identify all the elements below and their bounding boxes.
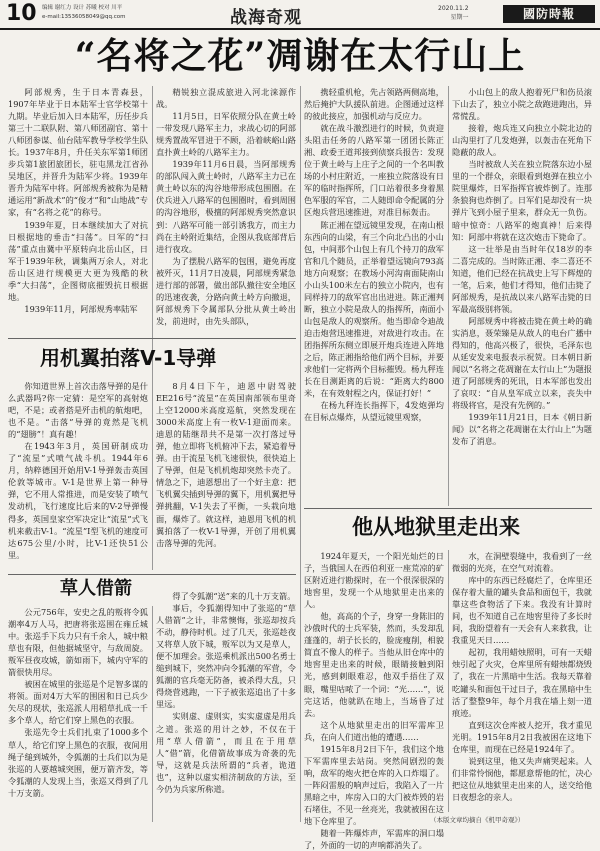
paragraph: 库中的东西已经腐烂了，仓库里还保存着大量的罐头食品和面包干，我就靠这些食物活了下来。我没有计算时间，也不知道自己在地窖里待了多长时间，我盼望着有一天会有人来救我，让我重见天日……: [452, 575, 592, 646]
date-line: 2020.11.2: [438, 5, 469, 12]
weekday-line: 星期一: [450, 14, 469, 21]
section-divider: [304, 508, 592, 509]
paragraph: 接着，炮兵连又向独立小院北边的山沟里打了几发炮弹，以轰击在死角下隐蔽的敌人。: [452, 123, 592, 158]
paragraph: 被困在城里的张巡是个足智多谋的将领。面对4万大军的围困和日已兵少矢尽的现状，张巡派人用稻草扎成一千多个草人，给它们穿上黑色的衣服。: [8, 679, 148, 726]
paragraph: 水，在洞壁裂缝中，我看到了一丝微弱的光亮，在空气对流着。: [452, 551, 592, 574]
paragraph: 阿部规秀，生于日本青森县，1907年毕业于日本陆军士官学校第十九期。毕业后加入日本陆军，历任步兵第三十二联队附、第八师团副官、第十八师团参谋、仙台陆军教导学校学生队长。1937年8月，升任关东军第1师团步兵第1旅团旅团长，驻屯黑龙江省孙吴地区，并晋升为陆军少将。1939年晋升为陆军中将。阿部规秀被称为是精通运用“新战术”的“俊才”和“山地战”专家，有“名将之花”的称号。: [8, 87, 148, 218]
paragraph: 携轻重机枪，先占领路两侧高地，然后掩护大队援队前进。企图通过这样的彼此接应，加强机动与反应力。: [304, 87, 444, 122]
hell-article-col-2: [452, 550, 592, 812]
email-line: e-mail:13536058049@qq.com: [42, 14, 126, 20]
paragraph: 说到这里，他又失声痛哭起来。人们非常怜悯他，都愿意帮他的忙，决心把这位从地狱里走出来的人，送交给他日夜想念的亲人。: [452, 755, 592, 802]
paragraph: 公元756年，安史之乱的叛将令狐潮率4万人马，把唐将张巡围在雍丘城中。张巡手下兵力只有千余人，城中粮草也有限，但他据城坚守，与敌周旋。叛军昼夜攻城，箭如雨下，城内守军的箭很快用尽。: [8, 607, 148, 678]
main-article-col-3: [304, 86, 444, 506]
v1-article-col-2: [156, 380, 296, 570]
paragraph: 这个从地狱里走出的旧军需库卫兵，在向人们道出他的遭遇……: [304, 719, 444, 742]
paragraph: 你知道世界上首次击落导弹的是什么武器吗?你一定猜：是空军的高射炮吧，不是；或者搭是歼击机的航炮吧，也不是。“击落”导弹的竟然是飞机的“翅膀”！真有趣！: [8, 381, 148, 440]
main-article-col-4: [452, 86, 592, 506]
paragraph: 起初，我用蜡烛照明，可有一天蜡烛引起了火灾，仓库里所有蜡烛都烧毁了，我在一片黑暗中生活。我每天靠着吃罐头和面包干过日子，我在黑暗中生活了整整9年，每个月我在墙上刻一道痕迹。: [452, 647, 592, 718]
paragraph: 11月5日，日军依照分队在黄土岭一带发现八路军主力，求战心切的阿部规秀置战军冒进于不顾，沿着峡峪山路直扑黄土岭的八路军主力。: [156, 111, 296, 158]
paragraph: 8月4日下午，迪恩中尉驾驶EE216号“流星”在英国南部领布里奇上空12000米高度巡航，突然发现在3000米高度上有一枚V-1迎面而来。迪恩的陆继昂共不是第一次打落过导弹，他立即将飞机俯冲下去，紧追着导弹。由于流星飞机飞速很快，很快追上了导弹，但是飞机机炮却突然卡壳了。情急之下，迪恩想出了一个好主意：把飞机翼尖插到导弹的翼下，用机翼把导弹挑翻，V-1失去了平衡，一头栽向地面，爆炸了。就这样，迪恩用飞机的机翼拍落了一枚V-1导弹，开创了用机翼击落导弹的先河。: [156, 381, 296, 548]
section-divider: [8, 574, 296, 575]
paragraph: 就在战斗激烈进行的时候，负责迎头阻击任务的八路军第一团团长陈正湘、政委王道邦接到侦察兵报告：发现位于黄土岭与上庄子之间的一个名叫教场的小村庄附近，一座独立院落设有日军的临时指挥所，门口站着很多身着黑色军服的军官，二人随即命令配属的分区炮兵营迅速推进，对准目标轰击。: [304, 123, 444, 218]
editor-credits: [42, 4, 125, 22]
issue-date: [438, 4, 469, 22]
paragraph: 在杨九秤连长指挥下，4发炮弹均在目标点爆炸，从望远镜里观察，: [304, 400, 444, 423]
paragraph: 为了摆脱八路军的包围，避免再度被歼灭，11月7日凌晨，阿部规秀紧急进行部的部署，做出部队撤往安全地区的迅速夜袭，分路向黄土岭方向撤退，阿部规秀下令属部队分批从黄土岭出发，前进时，由先头部队，: [156, 255, 296, 326]
paragraph: 1924年夏天，一个阳光灿烂的日子，当俄国人在西伯利亚一座荒凉的矿区附近进行勘探时，在一个很深很深的地窖里，发现一个从地狱里走出来的人。: [304, 551, 444, 610]
paragraph: 1939年11月6日晨，当阿部规秀的部队闯入黄土岭时，八路军主力已在黄土岭以东的沟谷地带形成包围圈。在伏兵进入八路军的包围圈时，看到周围的沟谷地形，极擅的阿部规秀突然意识到：八路军可能一部引诱我方，而主力尚在主岭附近集结，企图从我底部背后进行夜攻。: [156, 159, 296, 254]
paragraph: 张巡先令士兵们扎束了1000多个草人，给它们穿上黑色的衣服，夜间用绳子缒到城外，令狐潮的士兵们以为是张巡的人要越城突围，便万箭齐发，等令狐潮的人发现上当，张巡又得到了几十万支箭。: [8, 727, 148, 798]
paragraph: 在1943年3月，英国研制成功了“流星”式喷气战斗机。1944年6月，纳粹德国开始用V-1导弹轰击英国伦敦等城市。V-1是世界上第一种导弹，它不用人常推进，而是安装了喷气发动机，飞行速度比后来的V-2导弹慢得多，英国皇家空军决定让“流星”式飞机来截击V-1。“流星”I型飞机的速度可达675公里/小时，比V-1还快51公里。: [8, 441, 148, 560]
paragraph: 实则虚、虚则实，实实虚虚是用兵之道。张巡的用计之妙，不仅在于用“草人借箭”，而且在于用草人“借”箭，化借箭故事成为奇袭的先导，这就是兵法所谓的“兵者，诡道也”，这种以虚实相济制敌的方法，至今仍为兵家所称道。: [156, 711, 296, 794]
section-title: 战海奇观: [230, 8, 302, 28]
grass-article-title: 草人借箭: [60, 578, 132, 599]
paragraph: 精锐独立混成旅进入河北涞源作战。: [156, 87, 296, 110]
masthead-logo: 國防時報: [503, 5, 595, 23]
paragraph: 得了令狐潮“送”来的几十万支箭。: [172, 591, 296, 601]
paragraph: 1939年11月21日，日本《朝日新闻》以“名将之花凋谢在太行山上”为题发布了消息。: [452, 412, 592, 447]
column-divider: [300, 506, 301, 822]
paragraph: 这一壮举是由当时年仅18岁的李二喜完成的。当时陈正湘、李二喜还不知道，他们已经在抗战史上写下辉煌的一笔，后来，他们才得知，他们击毙了阿部规秀，是抗战以来八路军击毙的日军最高级别将领。: [452, 243, 592, 314]
grass-article-col-2: [156, 590, 296, 822]
paragraph: 1915年8月2日下午，我们这个地下军需库里去站岗。突然间剧烈的轰响，敌军的炮火把仓库的入口炸塌了。一阵闷雷般的响声过后，我陷入了一片黑暗之中，库房入口的大门被炸毁的岩石堵住，不见一丝亮光，我就被困在这地下仓库里了。: [304, 743, 444, 827]
paragraph: 事后，令狐潮得知中了张巡的“草人借箭”之计，非常懊悔，张巡却按兵不动，静待时机。过了几天，张巡趁夜又将草人放下城，叛军以为又是草人，便不加理会。张巡乘机派出500名勇士缒到城下，突然冲向令狐潮的军营，令狐潮的官兵毫无防备，被杀得大乱，只得烧营逃跑，一下子被张巡追出了十多里远。: [156, 603, 296, 710]
page-header: [0, 0, 600, 30]
paragraph: 直到这次仓库被人挖开，我才重见光明。1915年8月2日我被困在这地下仓库里，而现在已经是1924年了。: [452, 719, 592, 754]
main-article-col-2: [156, 86, 296, 326]
column-divider: [448, 550, 449, 812]
grass-article-col-1: [8, 606, 148, 822]
paragraph: 他，高高的个子，身穿一身陈旧的沙俄时代的士兵军装，然而，头发却乱蓬蓬的，胡子长长的，脸庞瘦削，相貌简直不像人的样子。当他从旧仓库中的地窖里走出来的时候，眼睛接触到阳光，感到刺眼难忍，他双手捂住了双眼，嘴里咕哝了一个词：“光……”，说完这话，他就趴在地上，当场昏了过去。: [304, 611, 444, 718]
paragraph: 阿部规秀中将被击毙在黄土岭的确实消息，聂荣臻是从敌人的电台广播中得知的，他高兴极了，很快，毛泽东也从延安发来电报表示祝贺。日本朝日新闻以“名将之花凋谢在太行山上”为题报道了阿部规秀的死讯，日本军部也发出了哀叹：“自从皇军成立以来，丧失中将级将官，是没有先例的。”: [452, 315, 592, 411]
paragraph: 小山包上的敌人抱着死尸和伤员滚下山去了，独立小院之敌跑进跑出，异常慌乱。: [452, 87, 592, 122]
v1-article-title: 用机翼拍落V-1导弹: [40, 346, 217, 370]
paragraph: 随着一阵爆炸声，军需库的洞口塌了，外面的一切的声响都消失了。: [304, 828, 444, 851]
column-divider: [300, 86, 301, 506]
section-divider: [8, 338, 296, 339]
hell-article-title: 他从地狱里走出来: [352, 515, 520, 539]
page-number: 10: [6, 1, 37, 26]
paragraph: 1939年夏，日本继续加大了对抗日根据地的垂击“扫荡”。日军的“扫荡”重点由冀中平原转向北岳山区，日军于1939年秋，调集两万余人，对北岳山区进行规模更大更为残酷的秋季“大扫荡”，企图彻底摧毁抗日根据地。: [8, 219, 148, 302]
column-divider: [448, 86, 449, 506]
column-divider: [152, 380, 153, 570]
main-article-title: “名将之花”凋谢在太行山上: [74, 35, 526, 77]
source-credit: （本版文章均摘自《机甲奇观》）: [430, 816, 525, 824]
paragraph: 1939年11月，阿部规秀率陆军: [24, 303, 138, 314]
column-divider: [152, 606, 153, 822]
paragraph: 陈正湘在望远镜里发现，在南山根东西向的山梁，有三个向北凸出的小山包，中间那个山包上有几个持刀的敌军官和几个随员，正举着望远镜向793高地方向观察；在教场小河沟南面陡南山小山头100米左右的独立小院内，也有同样持刀的敌军官出出进进。陈正湘判断，独立小院是敌人的指挥所，南面小山包是敌人的观察所。他当即命令迪战迫击炮营迅速推进，对敌进行攻击。在团指挥所东侧立即展开炮兵连进入阵地之后，陈正湘指给他们两个目标，并要求他们一定将两个目标摧毁。杨九秤连长在目测距离的后说：“距离大约800米，在有效射程之内，保证打好！”: [304, 219, 444, 399]
editors-line: 编辑 谢红力 设计 苏曦 校对 川平: [42, 5, 123, 11]
paragraph: 当时被敌人关在独立院落东边小屋里的一个群众，亲眼看到炮弹在独立小院里爆炸，日军指挥官被炸倒了。连那条狼狗也炸倒了。日军们是却没有一块弹片飞到小屋子里来，群众无一负伤。暗中惊奇：八路军的炮真神！后来得知：阿部中将就在这次炮击下毙命了。: [452, 159, 592, 242]
hell-article-col-1: [304, 550, 444, 851]
v1-article-col-1: [8, 380, 148, 570]
